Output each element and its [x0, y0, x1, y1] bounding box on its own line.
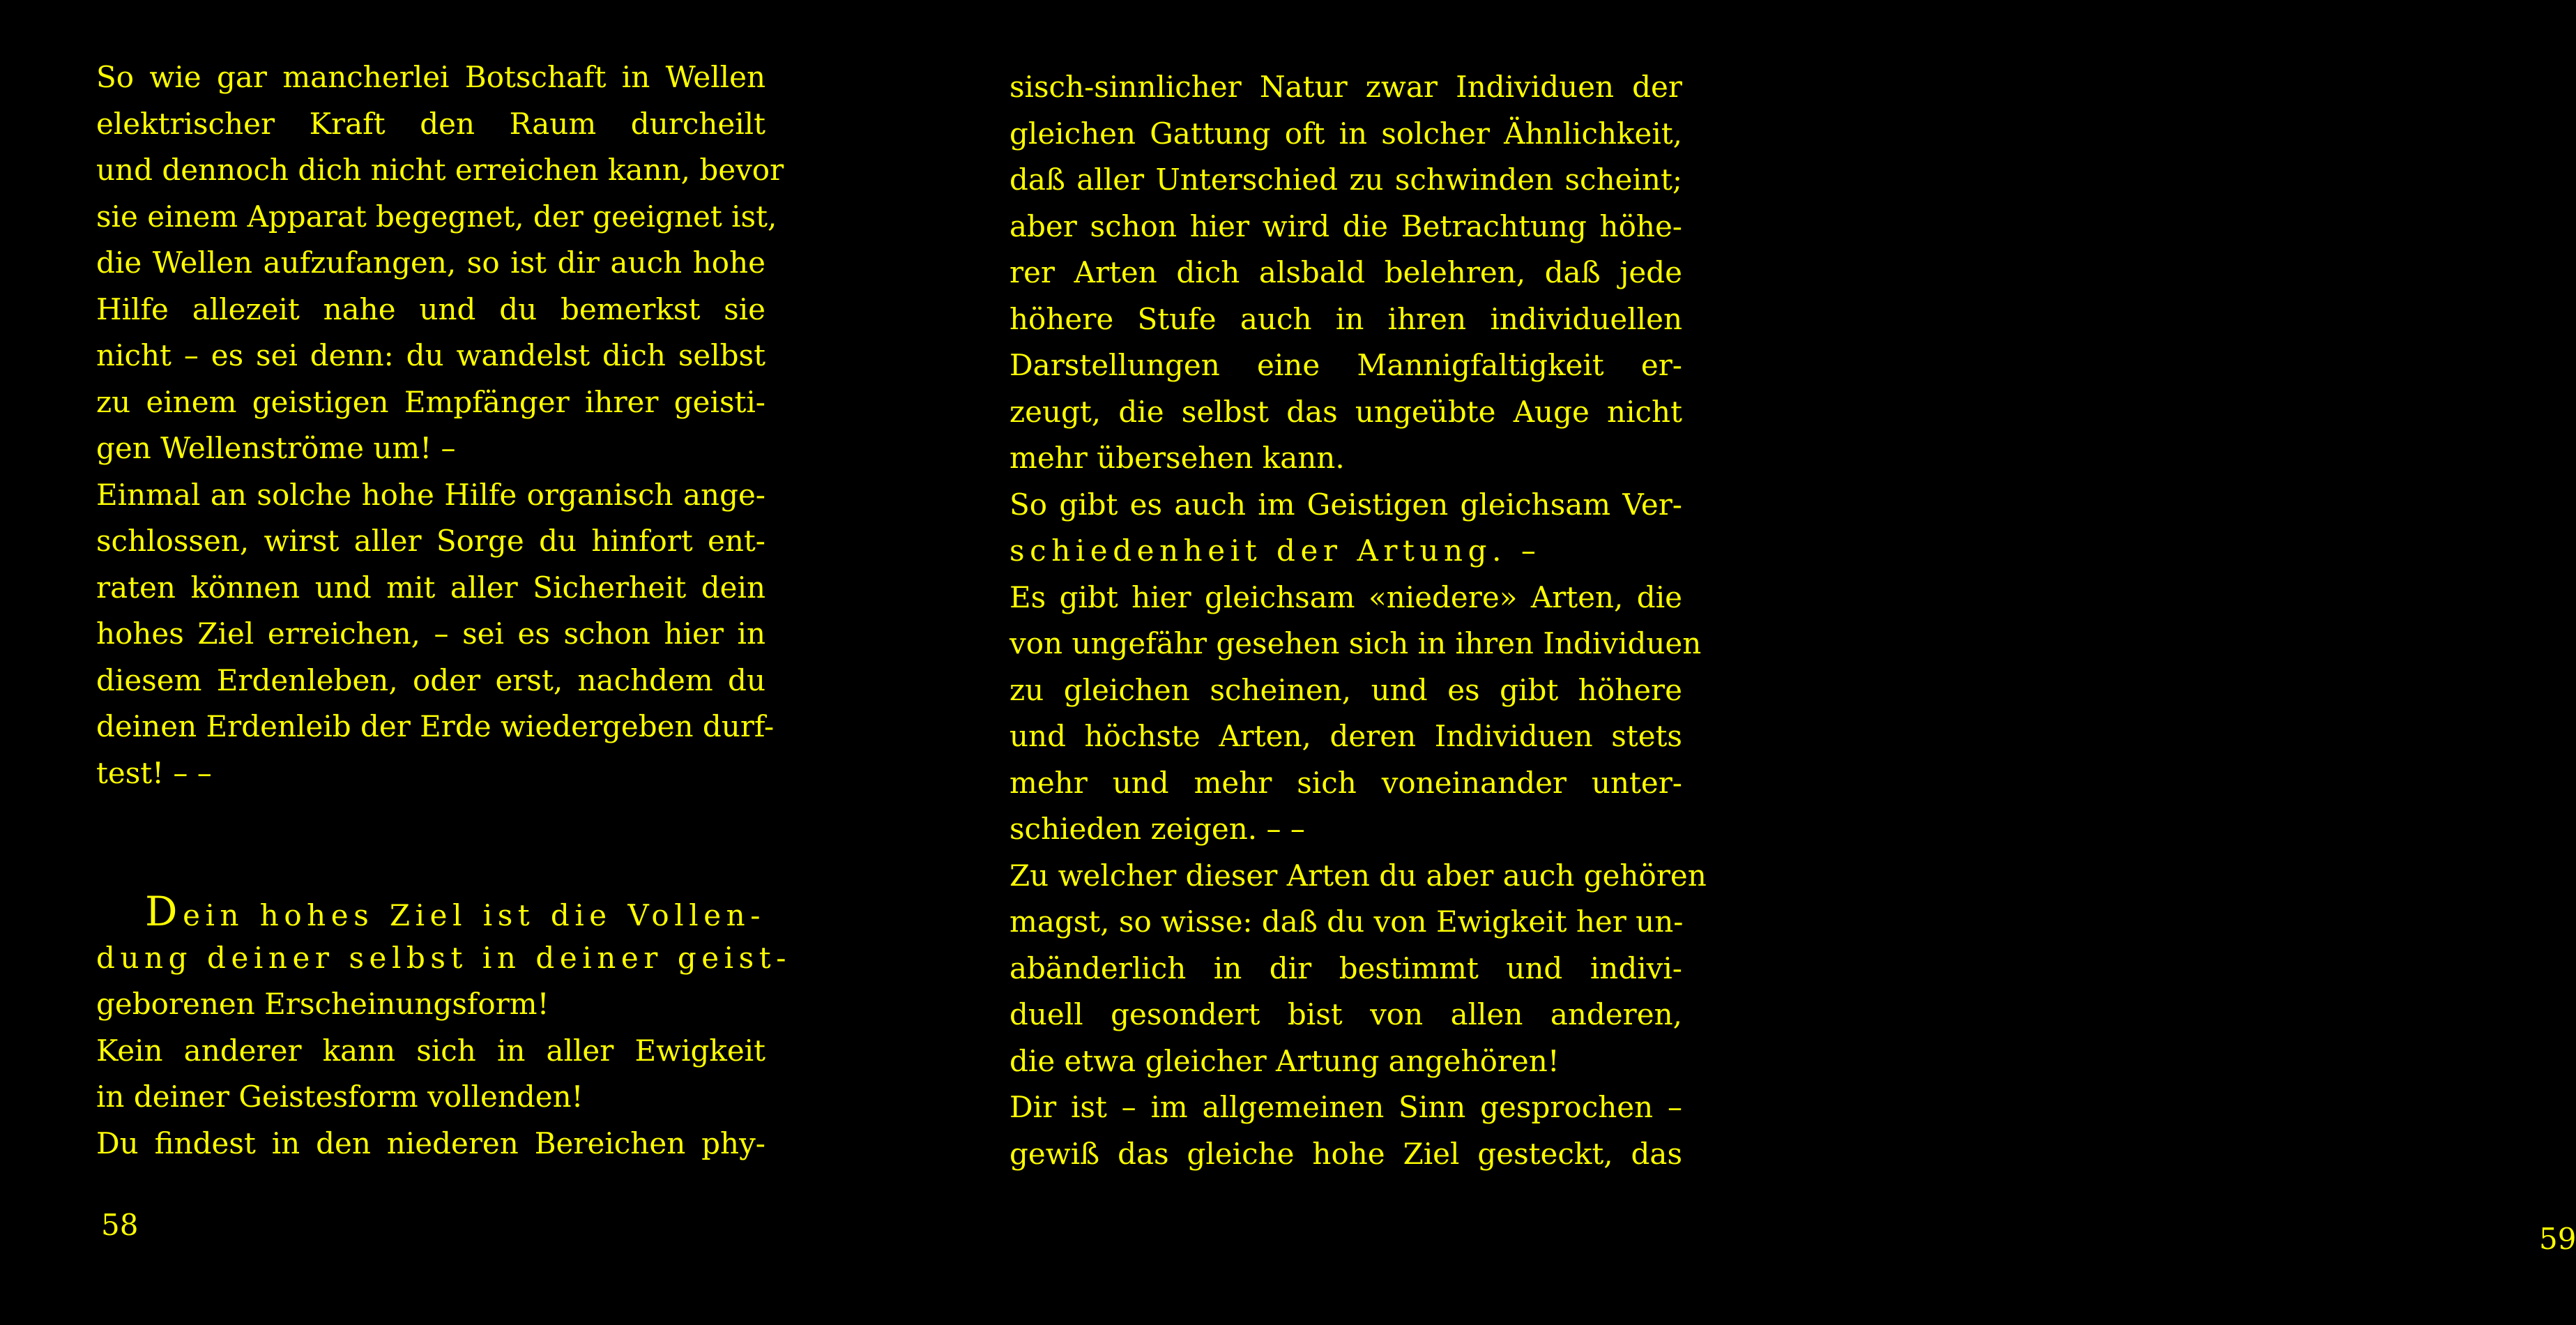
- right-page: [889, 0, 2576, 1325]
- text-line: Du findest in den niederen Bereichen phy-: [96, 1126, 765, 1160]
- text-line: aber schon hier wird die Betrachtung höhe-: [1009, 209, 1682, 243]
- text-line: Hilfe allezeit nahe und du bemerkst sie: [96, 292, 765, 326]
- right-text-column: [1009, 64, 1707, 1177]
- text-line: So wie gar mancherlei Botschaft in Wellen: [96, 60, 765, 94]
- text-line: nicht – es sei denn: du wandelst dich selbst: [96, 338, 765, 372]
- section-opening-line: [96, 888, 765, 935]
- page-number: 58: [101, 1208, 139, 1242]
- text-line: raten können und mit aller Sicherheit dein: [96, 570, 765, 605]
- text-line: daß aller Unterschied zu schwinden scheint;: [1009, 162, 1682, 197]
- text-line: sie einem Apparat begegnet, der geeignet ist,: [96, 199, 777, 234]
- text-line: schiedenheit der Artung. –: [1009, 533, 1541, 568]
- text-line: die Wellen aufzufangen, so ist dir auch hohe: [96, 245, 765, 280]
- drop-cap: D: [145, 888, 183, 935]
- text-line: duell gesondert bist von allen anderen,: [1009, 997, 1682, 1031]
- text-line: Einmal an solche hohe Hilfe organisch ange-: [96, 477, 765, 512]
- text-line: höhere Stufe auch in ihren individuellen: [1009, 301, 1682, 336]
- text-line: geborenen Erscheinungsform!: [96, 987, 549, 1021]
- page-number: 59: [2539, 1222, 2576, 1256]
- text-line: und dennoch dich nicht erreichen kann, bevor: [96, 153, 784, 187]
- text-line: Dir ist – im allgemeinen Sinn gesprochen –: [1009, 1090, 1682, 1124]
- text-line: dung deiner selbst in deiner geist-: [96, 940, 791, 975]
- text-line: hohes Ziel erreichen, – sei es schon hier in: [96, 616, 765, 651]
- text-line: Zu welcher dieser Arten du aber auch gehören: [1009, 858, 1707, 893]
- text-line: sisch-sinnlicher Natur zwar Individuen der: [1009, 70, 1682, 104]
- text-line: mehr und mehr sich voneinander unter-: [1009, 765, 1682, 800]
- text-line: Es gibt hier gleichsam «niedere» Arten, die: [1009, 580, 1682, 614]
- text-line: diesem Erdenleben, oder erst, nachdem du: [96, 662, 765, 697]
- section-gap: [96, 796, 765, 888]
- text-line: deinen Erdenleib der Erde wiedergeben durf-: [96, 709, 775, 743]
- text-line: gewiß das gleiche hohe Ziel gesteckt, das: [1009, 1136, 1682, 1171]
- text-line: in deiner Geistesform vollenden!: [96, 1080, 584, 1114]
- text-line: abänderlich in dir bestimmt und indivi-: [1009, 951, 1682, 985]
- text-line: schlossen, wirst aller Sorge du hinfort ent-: [96, 524, 765, 558]
- left-text-column: [96, 54, 791, 1167]
- text-line: zu einem geistigen Empfänger ihrer geisti-: [96, 384, 765, 419]
- text-line: magst, so wisse: daß du von Ewigkeit her un-: [1009, 904, 1684, 939]
- text-line: elektrischer Kraft den Raum durcheilt: [96, 106, 765, 141]
- text-line: mehr übersehen kann.: [1009, 441, 1345, 475]
- left-page: [0, 0, 889, 1325]
- text-line: zeugt, die selbst das ungeübte Auge nicht: [1009, 394, 1682, 429]
- text-line: und höchste Arten, deren Individuen stets: [1009, 719, 1682, 753]
- text-line: gleichen Gattung oft in solcher Ähnlichkeit,: [1009, 116, 1682, 151]
- text-line: test! – –: [96, 755, 212, 790]
- text-line: zu gleichen scheinen, und es gibt höhere: [1009, 672, 1682, 707]
- text-line: So gibt es auch im Geistigen gleichsam Ver-: [1009, 487, 1682, 522]
- text-line: Darstellungen eine Mannigfaltigkeit er-: [1009, 348, 1682, 382]
- text-line: schieden zeigen. – –: [1009, 812, 1305, 846]
- text-line: gen Wellenströme um! –: [96, 431, 456, 465]
- opening-line-text: ein hohes Ziel ist die Vollen-: [183, 898, 765, 932]
- text-line: die etwa gleicher Artung angehören!: [1009, 1043, 1560, 1078]
- text-line: rer Arten dich alsbald belehren, daß jede: [1009, 255, 1682, 289]
- text-line: Kein anderer kann sich in aller Ewigkeit: [96, 1033, 765, 1068]
- text-line: von ungefähr gesehen sich in ihren Individuen: [1009, 626, 1702, 660]
